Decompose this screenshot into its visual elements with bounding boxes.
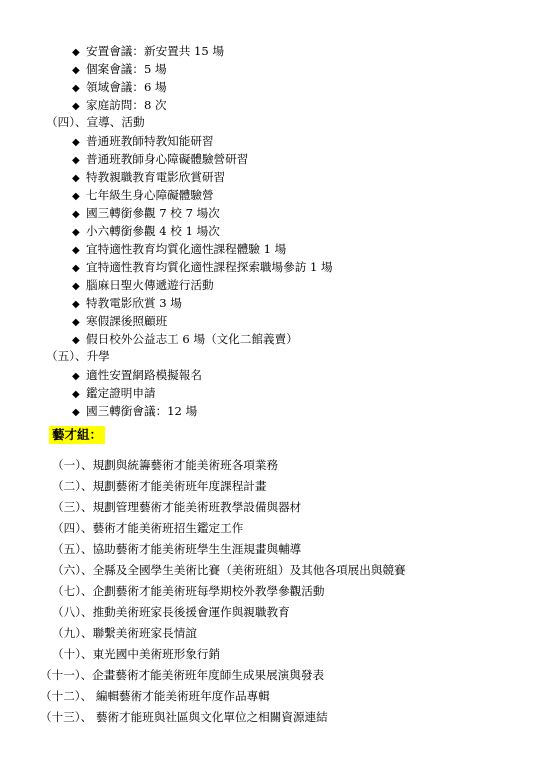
diamond-bullet-icon: ◆ [72, 317, 80, 328]
list-item [72, 278, 214, 294]
list-item [72, 386, 156, 402]
list-item [72, 152, 248, 168]
diamond-bullet-icon: ◆ [72, 173, 80, 184]
list-item [72, 332, 298, 348]
diamond-bullet-icon: ◆ [72, 407, 80, 418]
arts-item: （十二）、 編輯藝術才能美術班年度作品專輯 [40, 689, 270, 703]
diamond-bullet-icon: ◆ [72, 371, 80, 382]
diamond-bullet-icon: ◆ [72, 281, 80, 292]
list-item [72, 80, 167, 96]
list-item-text: 普通班教師特教知能研習 [86, 134, 214, 148]
list-item-text: 假日校外公益志工 6 場（文化二館義賣） [86, 332, 298, 346]
list-item-text: 國三轉銜參觀 7 校 7 場次 [86, 206, 220, 220]
list-item [72, 44, 224, 60]
list-item-text: 特教親職教育電影欣賞研習 [86, 170, 226, 184]
arts-item: （四）、藝術才能美術班招生鑑定工作 [52, 521, 244, 535]
list-item-text: 領域會議：6 場 [86, 80, 167, 94]
list-item [72, 98, 167, 114]
diamond-bullet-icon: ◆ [72, 227, 80, 238]
list-item-text: 小六轉銜參觀 4 校 1 場次 [86, 224, 220, 238]
list-item-text: 特教電影欣賞 3 場 [86, 296, 182, 310]
diamond-bullet-icon: ◆ [72, 245, 80, 256]
list-item-text: 適性安置網路模擬報名 [86, 368, 202, 382]
arts-item: （六）、全縣及全國學生美術比賽（美術班組）及其他各項展出與競賽 [52, 563, 406, 577]
arts-item: （八）、推動美術班家長後援會運作與親職教育 [52, 605, 290, 619]
diamond-bullet-icon: ◆ [72, 137, 80, 148]
list-item [72, 188, 214, 204]
diamond-bullet-icon: ◆ [72, 191, 80, 202]
diamond-bullet-icon: ◆ [72, 83, 80, 94]
arts-item: （十三）、 藝術才能班與社區與文化單位之相關資源連結 [40, 710, 328, 724]
diamond-bullet-icon: ◆ [72, 263, 80, 274]
list-item [72, 62, 167, 78]
list-item [72, 368, 202, 384]
diamond-bullet-icon: ◆ [72, 101, 80, 112]
arts-item: （九）、聯繫美術班家長情誼 [52, 626, 197, 640]
diamond-bullet-icon: ◆ [72, 47, 80, 58]
list-item-text: 國三轉銜會議：12 場 [86, 404, 198, 418]
diamond-bullet-icon: ◆ [72, 299, 80, 310]
list-item [72, 242, 286, 258]
list-item [72, 260, 333, 276]
diamond-bullet-icon: ◆ [72, 209, 80, 220]
arts-item: （一）、規劃與統籌藝術才能美術班各項業務 [52, 458, 279, 472]
section-heading-4: （四）、宣導、活動 [46, 115, 145, 129]
list-item-text: 七年級生身心障礙體驗營 [86, 188, 214, 202]
list-item-text: 寒假課後照顧班 [86, 314, 168, 328]
diamond-bullet-icon: ◆ [72, 335, 80, 346]
diamond-bullet-icon: ◆ [72, 389, 80, 400]
arts-item: （十）、東光國中美術班形象行銷 [52, 647, 221, 661]
list-item [72, 224, 220, 240]
list-item-text: 安置會議：新安置共 15 場 [86, 44, 225, 58]
list-item [72, 314, 167, 330]
list-item [72, 206, 220, 222]
arts-item: （二）、規劃藝術才能美術班年度課程計畫 [52, 479, 267, 493]
arts-group-heading: 藝才組： [49, 426, 105, 444]
list-item-text: 家庭訪問：8 次 [86, 98, 167, 112]
list-item-text: 個案會議：5 場 [86, 62, 167, 76]
section-heading-5: （五）、升學 [46, 349, 110, 363]
arts-item: （五）、協助藝術才能美術班學生生涯規畫與輔導 [52, 542, 302, 556]
list-item-text: 宜特適性教育均質化適性課程體驗 1 場 [86, 242, 287, 256]
arts-item: （七）、企劃藝術才能美術班每學期校外教學參觀活動 [52, 584, 325, 598]
arts-item: （十一）、企畫藝術才能美術班年度師生成果展演與發表 [40, 668, 325, 682]
arts-item: （三）、規劃管理藝術才能美術班教學設備與器材 [52, 500, 302, 514]
list-item-text: 普通班教師身心障礙體驗營研習 [86, 152, 249, 166]
list-item [72, 134, 214, 150]
list-item [72, 404, 197, 420]
list-item [72, 296, 182, 312]
list-item-text: 腦麻日聖火傳遞遊行活動 [86, 278, 214, 292]
list-item-text: 宜特適性教育均質化適性課程探索職場參訪 1 場 [86, 260, 333, 274]
diamond-bullet-icon: ◆ [72, 155, 80, 166]
diamond-bullet-icon: ◆ [72, 65, 80, 76]
list-item [72, 170, 225, 186]
list-item-text: 鑑定證明申請 [86, 386, 156, 400]
